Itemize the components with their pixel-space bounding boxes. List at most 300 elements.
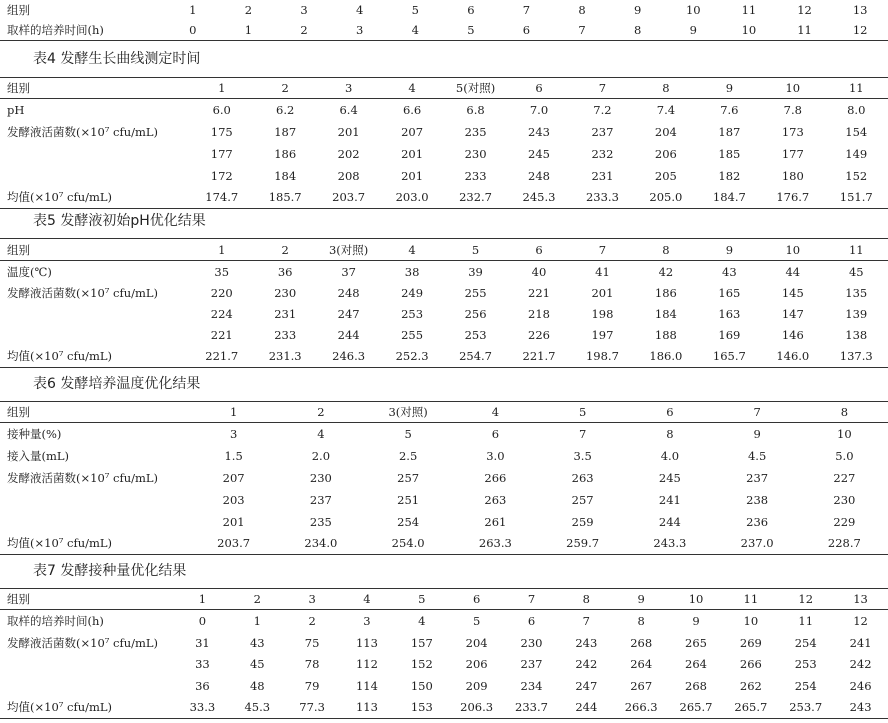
table-cell: 237.0 xyxy=(714,533,801,555)
table-cell: 9 xyxy=(698,239,761,261)
row-label: 组别 xyxy=(0,402,190,423)
table-cell: 6.0 xyxy=(212,102,231,117)
table-header-row xyxy=(0,239,888,261)
table-cell: 232 xyxy=(591,146,614,161)
table-cell: 6 xyxy=(626,402,713,423)
row-label: 发酵液活菌数(×10⁷ cfu/mL) xyxy=(7,470,159,485)
table-cell: 244 xyxy=(658,514,681,529)
table-cell: 10 xyxy=(669,589,724,610)
table-cell: 8 xyxy=(559,589,614,610)
table-row xyxy=(0,143,888,165)
table-cell: 226 xyxy=(528,328,550,342)
table-row xyxy=(0,467,888,489)
table-cell: 234 xyxy=(520,678,543,693)
table-cell: 5.0 xyxy=(835,448,854,463)
table-cell: 248 xyxy=(337,286,360,300)
table-cell: 147 xyxy=(781,307,804,321)
table-cell: 176.7 xyxy=(761,187,824,209)
table-cell: 264 xyxy=(630,657,653,671)
table-cell: 265 xyxy=(685,635,707,650)
table-cell: 163 xyxy=(718,307,741,321)
table-cell: 259 xyxy=(571,514,594,529)
row-label: pH xyxy=(7,102,25,117)
table-cell: 265.7 xyxy=(669,697,724,719)
table-cell: 9 xyxy=(692,613,700,628)
table-cell: 43 xyxy=(249,635,265,650)
table-cell: 6.2 xyxy=(276,102,295,117)
table-cell: 77.3 xyxy=(285,697,340,719)
table-cell: 3(对照) xyxy=(365,402,452,423)
table-cell: 187 xyxy=(718,124,741,139)
table-cell: 6.8 xyxy=(466,102,485,117)
table-cell: 35 xyxy=(214,264,230,279)
table-cell: 198 xyxy=(591,307,614,321)
table-cell: 78 xyxy=(304,657,320,671)
table-row xyxy=(0,261,888,283)
table-cell: 2 xyxy=(276,20,332,40)
table-cell: 3 xyxy=(332,20,388,40)
table-cell: 11 xyxy=(723,589,778,610)
table-cell: 172 xyxy=(210,168,233,183)
row-label: 均值(×10⁷ cfu/mL) xyxy=(0,346,190,368)
row-label xyxy=(0,511,190,533)
table-row xyxy=(0,165,888,187)
table-cell: 266.3 xyxy=(614,697,669,719)
table-cell: 207 xyxy=(222,470,245,485)
table-cell: 10 xyxy=(743,613,759,628)
row-label: 组别 xyxy=(7,3,30,17)
table-cell: 43 xyxy=(722,264,737,279)
table-cell: 202 xyxy=(337,146,360,161)
table-row xyxy=(0,511,888,533)
row-label: 均值(×10⁷ cfu/mL) xyxy=(0,533,190,555)
table-cell: 154 xyxy=(845,124,868,139)
table-cell: 33 xyxy=(195,657,210,671)
table-cell: 248 xyxy=(528,168,550,183)
table-cell: 254.0 xyxy=(365,533,452,555)
table-cell: 33.3 xyxy=(175,697,230,719)
table-cell: 221.7 xyxy=(507,346,570,368)
table-cell: 8 xyxy=(578,3,586,17)
row-label xyxy=(0,304,190,325)
table-cell: 11 xyxy=(741,3,757,17)
table-cell: 7 xyxy=(714,402,801,423)
table-cell: 12 xyxy=(778,589,833,610)
table-cell: 145 xyxy=(781,286,804,300)
table-cell: 1 xyxy=(190,402,277,423)
table-cell: 184 xyxy=(274,168,297,183)
row-label: 发酵液活菌数(×10⁷ cfu/mL) xyxy=(7,635,159,650)
table-cell: 184 xyxy=(654,307,677,321)
table-cell: 9 xyxy=(634,3,642,17)
table-cell: 3 xyxy=(229,426,238,441)
table-cell: 205.0 xyxy=(634,187,697,209)
row-label: 均值(×10⁷ cfu/mL) xyxy=(0,697,175,719)
table-cell: 254 xyxy=(794,635,817,650)
table-cell: 174.7 xyxy=(190,187,253,209)
row-label: 均值(×10⁷ cfu/mL) xyxy=(0,187,190,209)
table-cell: 152 xyxy=(410,657,433,671)
table-row xyxy=(0,346,888,368)
table-cell: 2 xyxy=(244,3,253,17)
table-cell: 208 xyxy=(337,168,360,183)
table-cell: 220 xyxy=(210,286,233,300)
table-cell: 152 xyxy=(845,168,868,183)
table-cell: 8 xyxy=(666,426,674,441)
row-label: 取样的培养时间(h) xyxy=(7,613,104,628)
table-cell: 7.8 xyxy=(783,102,802,117)
table-cell: 177 xyxy=(781,146,804,161)
table-cell: 263.3 xyxy=(452,533,539,555)
table6-caption: 表6 发酵培养温度优化结果 xyxy=(33,376,201,392)
table-cell: 151.7 xyxy=(825,187,888,209)
table-header-row xyxy=(0,78,888,99)
table-cell: 245 xyxy=(528,146,550,161)
table-cell: 11 xyxy=(825,239,888,261)
table-cell: 138 xyxy=(845,328,868,342)
table-cell: 4 xyxy=(355,3,364,17)
table-cell: 233.3 xyxy=(571,187,634,209)
table-cell: 267 xyxy=(630,678,653,693)
table-cell: 263 xyxy=(484,492,507,507)
table-cell: 13 xyxy=(852,3,868,17)
table-cell: 253 xyxy=(794,657,817,671)
table-row xyxy=(0,533,888,555)
table-cell: 188 xyxy=(654,328,677,342)
table-cell: 12 xyxy=(797,3,812,17)
table-cell: 9 xyxy=(753,426,761,441)
table-cell: 268 xyxy=(630,635,653,650)
table-row xyxy=(0,675,888,697)
table-cell: 246.3 xyxy=(317,346,380,368)
table-cell: 254 xyxy=(794,678,817,693)
table-cell: 206 xyxy=(465,657,488,671)
table-cell: 146.0 xyxy=(761,346,824,368)
table-cell: 45 xyxy=(848,264,864,279)
table-cell: 4 xyxy=(387,20,443,40)
table-cell: 5 xyxy=(444,239,507,261)
table-cell: 44 xyxy=(785,264,801,279)
table-cell: 246 xyxy=(849,678,872,693)
table-cell: 244 xyxy=(337,328,360,342)
table-cell: 263 xyxy=(571,470,594,485)
table-cell: 4 xyxy=(317,426,325,441)
table-cell: 235 xyxy=(309,514,332,529)
table-cell: 237 xyxy=(309,492,332,507)
table-cell: 175 xyxy=(210,124,233,139)
table-cell: 169 xyxy=(718,328,741,342)
table-cell: 256 xyxy=(464,307,487,321)
table-cell: 7.6 xyxy=(720,102,739,117)
table-cell: 203.7 xyxy=(190,533,277,555)
table-cell: 232.7 xyxy=(444,187,507,209)
table-growth-curve xyxy=(0,77,888,209)
table-cell: 8.0 xyxy=(847,102,866,117)
table-cell: 236 xyxy=(746,514,769,529)
table-cell: 79 xyxy=(304,678,320,693)
table-row xyxy=(0,654,888,675)
table-cell: 150 xyxy=(410,678,433,693)
table-cell: 265.7 xyxy=(723,697,778,719)
row-label xyxy=(0,165,190,187)
table-initial-ph xyxy=(0,238,888,368)
table-cell: 4 xyxy=(340,589,395,610)
row-label: 取样的培养时间(h) xyxy=(0,20,165,40)
table-cell: 233 xyxy=(464,168,487,183)
table-cell: 165 xyxy=(718,286,741,300)
table-cell: 11 xyxy=(798,613,814,628)
table-row xyxy=(0,697,888,719)
table-cell: 12 xyxy=(853,613,868,628)
table-cell: 235 xyxy=(464,124,487,139)
table-cell: 6 xyxy=(449,589,504,610)
table-cell: 5 xyxy=(443,20,499,40)
table-cell: 266 xyxy=(484,470,507,485)
table-cell: 253 xyxy=(401,307,424,321)
table-cell: 244 xyxy=(559,697,614,719)
table-cell: 5 xyxy=(411,3,419,17)
table-cell: 7 xyxy=(571,78,634,99)
table-cell: 11 xyxy=(825,78,888,99)
table-cell: 42 xyxy=(658,264,674,279)
table-cell: 3.0 xyxy=(486,448,505,463)
table-temperature xyxy=(0,401,888,555)
table-cell: 7 xyxy=(578,426,587,441)
table-cell: 173 xyxy=(781,124,804,139)
table-cell: 198.7 xyxy=(571,346,634,368)
table-cell: 41 xyxy=(595,264,610,279)
row-label: 接入量(mL) xyxy=(7,448,70,463)
table-cell: 3 xyxy=(363,613,371,628)
table-cell: 31 xyxy=(195,635,210,650)
table-cell: 201 xyxy=(401,168,424,183)
table-cell: 201 xyxy=(222,514,245,529)
table-cell: 262 xyxy=(739,678,762,693)
table-cell: 205 xyxy=(654,168,677,183)
table-cell: 243 xyxy=(528,124,550,139)
table-cell: 204 xyxy=(465,635,488,650)
table-row xyxy=(0,489,888,511)
table-cell: 146 xyxy=(781,328,804,342)
table-cell: 165.7 xyxy=(698,346,761,368)
table-cell: 37 xyxy=(341,264,356,279)
table-cell: 177 xyxy=(210,146,233,161)
table-cell: 7.2 xyxy=(593,102,612,117)
table-cell: 238 xyxy=(746,492,769,507)
table-cell: 237 xyxy=(520,657,543,671)
table-header-row xyxy=(0,589,888,610)
table-cell: 10 xyxy=(685,3,701,17)
table-header-row xyxy=(0,0,888,20)
table-cell: 266 xyxy=(739,657,762,671)
table-cell: 241 xyxy=(849,635,872,650)
table-cell: 203 xyxy=(222,492,245,507)
table-cell: 1 xyxy=(190,78,253,99)
table-cell: 6.6 xyxy=(402,102,422,117)
table-row xyxy=(0,121,888,143)
table-cell: 8 xyxy=(801,402,888,423)
table-growth-time-top xyxy=(0,0,888,41)
table-row xyxy=(0,304,888,325)
table-cell: 228.7 xyxy=(801,533,888,555)
table-cell: 4 xyxy=(380,239,443,261)
table-cell: 6 xyxy=(467,3,475,17)
table-cell: 2 xyxy=(253,239,316,261)
table-cell: 45 xyxy=(249,657,265,671)
table-cell: 2 xyxy=(253,78,316,99)
table-cell: 201 xyxy=(401,146,424,161)
table-cell: 255 xyxy=(401,328,424,342)
table-cell: 234.0 xyxy=(277,533,364,555)
table-cell: 40 xyxy=(531,264,547,279)
table-cell: 186 xyxy=(274,146,297,161)
table-cell: 185 xyxy=(718,146,741,161)
table-cell: 8 xyxy=(634,78,697,99)
table-cell: 153 xyxy=(394,697,449,719)
table-cell: 3.5 xyxy=(573,448,592,463)
row-label: 接种量(%) xyxy=(7,426,62,441)
table-cell: 245 xyxy=(658,470,681,485)
table-cell: 231.3 xyxy=(253,346,316,368)
table5-caption: 表5 发酵液初始pH优化结果 xyxy=(33,213,206,229)
table-cell: 7.0 xyxy=(529,102,549,117)
table-row xyxy=(0,445,888,467)
table-cell: 3 xyxy=(285,589,340,610)
table-cell: 2 xyxy=(277,402,364,423)
table-cell: 0 xyxy=(198,613,207,628)
table-cell: 4.5 xyxy=(747,448,767,463)
table-cell: 242 xyxy=(849,657,872,671)
table-cell: 1 xyxy=(175,589,230,610)
row-label xyxy=(0,143,190,165)
table-cell: 1 xyxy=(189,3,197,17)
table-cell: 243 xyxy=(833,697,888,719)
table-cell: 6 xyxy=(507,239,570,261)
table-cell: 8 xyxy=(634,239,697,261)
table-cell: 245.3 xyxy=(507,187,570,209)
table-cell: 38 xyxy=(404,264,420,279)
table-cell: 5 xyxy=(472,613,481,628)
table-cell: 269 xyxy=(739,635,762,650)
table-row xyxy=(0,99,888,121)
table-row xyxy=(0,187,888,209)
table-cell: 6.4 xyxy=(339,102,358,117)
table-cell: 45.3 xyxy=(230,697,285,719)
table-cell: 218 xyxy=(528,307,550,321)
table-cell: 230 xyxy=(309,470,332,485)
table-cell: 255 xyxy=(464,286,487,300)
table-cell: 259.7 xyxy=(539,533,626,555)
table-cell: 9 xyxy=(665,20,721,40)
table-cell: 2.0 xyxy=(311,448,331,463)
table-cell: 230 xyxy=(274,286,297,300)
table-cell: 180 xyxy=(781,168,804,183)
table-cell: 6 xyxy=(491,426,500,441)
row-label: 温度(℃) xyxy=(7,264,52,279)
table-cell: 157 xyxy=(410,635,433,650)
table-cell: 114 xyxy=(355,678,378,693)
table-cell: 4 xyxy=(418,613,426,628)
table-cell: 9 xyxy=(614,589,669,610)
table-cell: 243 xyxy=(575,635,598,650)
table-cell: 227 xyxy=(833,470,856,485)
table-cell: 254.7 xyxy=(444,346,507,368)
table-cell: 249 xyxy=(401,286,424,300)
row-label: 发酵液活菌数(×10⁷ cfu/mL) xyxy=(7,124,159,139)
table-cell: 231 xyxy=(274,307,297,321)
table-cell: 242 xyxy=(575,657,598,671)
table-cell: 221 xyxy=(210,328,233,342)
row-label xyxy=(0,675,175,697)
table-cell: 139 xyxy=(845,307,868,321)
table-cell: 207 xyxy=(401,124,424,139)
table-row xyxy=(0,283,888,304)
table-cell: 75 xyxy=(304,635,320,650)
table-row xyxy=(0,20,888,40)
table-cell: 264 xyxy=(685,657,707,671)
row-label: 组别 xyxy=(0,78,190,99)
table-cell: 3 xyxy=(317,78,380,99)
table-cell: 1 xyxy=(190,239,253,261)
table-cell: 252.3 xyxy=(380,346,443,368)
table-cell: 113 xyxy=(340,697,395,719)
table-cell: 229 xyxy=(833,514,856,529)
table-cell: 5 xyxy=(404,426,412,441)
table-row xyxy=(0,632,888,654)
table-cell: 209 xyxy=(465,678,488,693)
table-cell: 5(对照) xyxy=(444,78,507,99)
table-cell: 10 xyxy=(721,20,777,40)
table-cell: 247 xyxy=(337,307,360,321)
table-cell: 10 xyxy=(761,78,824,99)
table-cell: 7 xyxy=(571,239,634,261)
table-cell: 113 xyxy=(355,635,378,650)
table-cell: 36 xyxy=(195,678,210,693)
table-cell: 5 xyxy=(394,589,449,610)
table-cell: 1.5 xyxy=(224,448,243,463)
table-cell: 230 xyxy=(520,635,543,650)
table-cell: 6 xyxy=(507,78,570,99)
table-header-row xyxy=(0,402,888,423)
table-cell: 268 xyxy=(685,678,707,693)
table-cell: 197 xyxy=(591,328,614,342)
table-cell: 201 xyxy=(337,124,360,139)
table-cell: 36 xyxy=(277,264,293,279)
table-cell: 1 xyxy=(253,613,261,628)
table-cell: 10 xyxy=(761,239,824,261)
table-cell: 201 xyxy=(591,286,614,300)
table-cell: 231 xyxy=(591,168,614,183)
row-label: 组别 xyxy=(0,239,190,261)
table-cell: 3 xyxy=(300,3,308,17)
table-cell: 10 xyxy=(837,426,852,441)
table-cell: 7 xyxy=(554,20,610,40)
table-cell: 8 xyxy=(610,20,666,40)
table-cell: 6 xyxy=(499,20,555,40)
table-cell: 230 xyxy=(464,146,487,161)
table-cell: 182 xyxy=(718,168,741,183)
table-cell: 0 xyxy=(165,20,221,40)
table-cell: 254 xyxy=(397,514,420,529)
table-cell: 261 xyxy=(484,514,507,529)
table7-caption: 表7 发酵接种量优化结果 xyxy=(33,563,187,579)
table-cell: 149 xyxy=(845,146,868,161)
table-cell: 2 xyxy=(308,613,316,628)
table-cell: 187 xyxy=(274,124,297,139)
table-cell: 243.3 xyxy=(626,533,713,555)
table-inoculum xyxy=(0,588,888,719)
table-cell: 237 xyxy=(746,470,769,485)
